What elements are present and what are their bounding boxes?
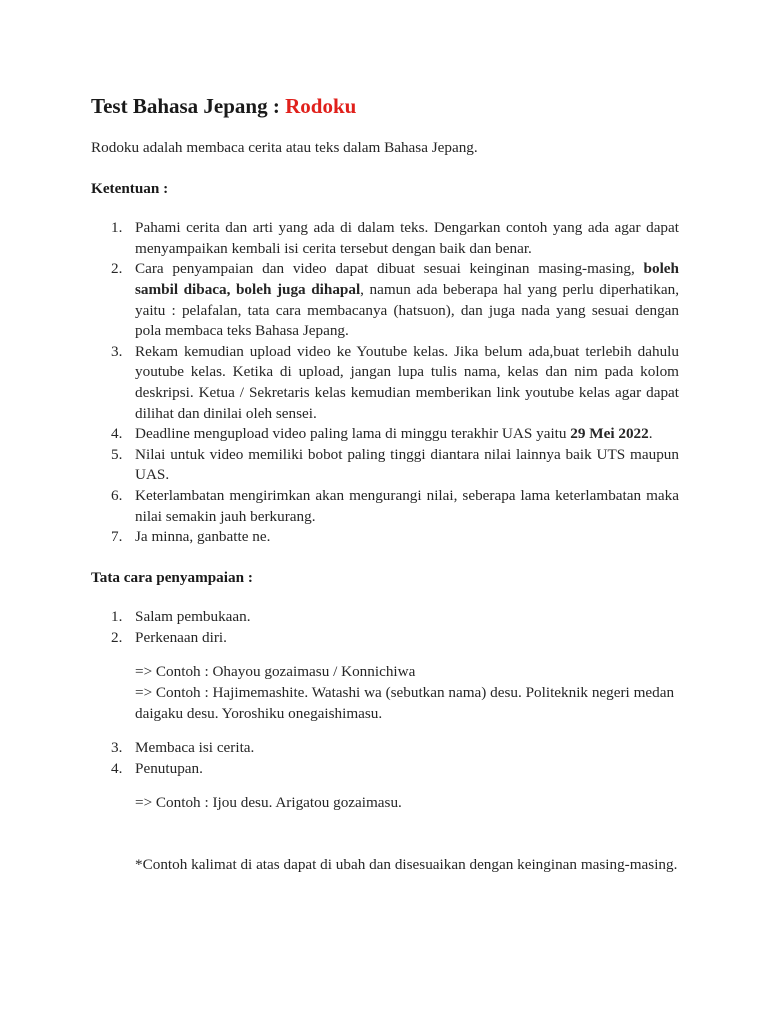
- procedure-heading: Tata cara penyampaian :: [91, 568, 253, 586]
- list-item: [91, 628, 679, 649]
- title-prefix: Test Bahasa Jepang :: [91, 94, 286, 118]
- example-block-introduction: [91, 662, 679, 724]
- list-number: 6.: [111, 486, 123, 504]
- list-item-text: Deadline mengupload video paling lama di minggu terakhir UAS yaitu: [135, 425, 571, 443]
- list-item-text: Membaca isi cerita.: [135, 739, 255, 757]
- list-item-text: Nilai untuk video memiliki bobot paling tinggi diantara nilai lainnya baik UTS maupun UAS.: [135, 445, 679, 484]
- list-item-text: Cara penyampaian dan video dapat dibuat sesuai keinginan masing-masing,: [135, 260, 644, 278]
- deadline-date: 29 Mei 2022: [570, 425, 649, 443]
- list-item-text: Rekam kemudian upload video ke Youtube kelas. Jika belum ada,buat terlebih dahulu youtube kelas. Ketika di upload, jangan lupa tulis nama, kelas dan nim pada kolom deskripsi. Ketua / Sekretaris kelas kemudian memberikan link youtube kelas agar dapat dilihat dan dinilai oleh sensei.: [135, 342, 679, 422]
- document-page: [91, 92, 679, 876]
- list-item-text: .: [648, 425, 653, 443]
- list-number: 3.: [111, 739, 123, 757]
- list-item: [91, 486, 679, 527]
- list-item: [91, 738, 679, 759]
- procedure-list-part1: [91, 607, 679, 648]
- list-item-text: Perkenaan diri.: [135, 628, 227, 646]
- list-item-text: Keterlambatan mengirimkan akan mengurangi nilai, seberapa lama keterlambatan maka nilai semakin jauh berkurang.: [135, 486, 679, 525]
- list-number: 7.: [111, 528, 123, 546]
- footnote: *Contoh kalimat di atas dapat di ubah dan disesuaikan dengan keinginan masing-masing.: [135, 856, 678, 874]
- list-number: 5.: [111, 445, 123, 463]
- list-item-text: Penutupan.: [135, 759, 203, 777]
- list-item-text: Salam pembukaan.: [135, 608, 251, 626]
- list-item: [91, 218, 679, 259]
- list-number: 1.: [111, 219, 123, 237]
- document-title: [91, 92, 679, 120]
- list-item-text: Ja minna, ganbatte ne.: [135, 528, 271, 546]
- example-block-closing: [91, 793, 679, 814]
- list-number: 3.: [111, 342, 123, 360]
- rules-heading: Ketentuan :: [91, 179, 169, 197]
- rules-list: [91, 218, 679, 548]
- example-line: => Contoh : Ohayou gozaimasu / Konnichiwa: [135, 663, 416, 681]
- procedure-list-part2: [91, 738, 679, 779]
- list-number: 4.: [111, 425, 123, 443]
- list-item: [91, 342, 679, 424]
- title-accent: Rodoku: [285, 94, 357, 118]
- list-item-text: Pahami cerita dan arti yang ada di dalam teks. Dengarkan contoh yang ada agar dapat menyampaikan kembali isi cerita tersebut dengan baik dan benar.: [135, 219, 679, 257]
- list-item: [91, 259, 679, 341]
- list-item-emphasis: boleh sambil dibaca, boleh juga dihapal: [135, 260, 679, 298]
- list-number: 1.: [111, 608, 123, 626]
- list-item: [91, 424, 679, 445]
- list-item-text: , namun ada beberapa hal yang perlu diperhatikan, yaitu : pelafalan, tata cara membacanya (hatsuon), dan juga nada yang sesuai dengan pola membaca teks Bahasa Jepang.: [135, 280, 679, 340]
- list-number: 2.: [111, 260, 123, 278]
- example-line: => Contoh : Hajimemashite. Watashi wa (sebutkan nama) desu. Politeknik negeri medan daigaku desu. Yoroshiku onegaishimasu.: [135, 684, 675, 722]
- list-item: [91, 445, 679, 486]
- list-item: [91, 607, 679, 628]
- list-number: 4.: [111, 759, 123, 777]
- intro-paragraph: Rodoku adalah membaca cerita atau teks dalam Bahasa Jepang.: [91, 139, 478, 156]
- list-item: [91, 527, 679, 548]
- list-item: [91, 759, 679, 780]
- list-number: 2.: [111, 628, 123, 646]
- example-line: => Contoh : Ijou desu. Arigatou gozaimasu.: [135, 794, 402, 812]
